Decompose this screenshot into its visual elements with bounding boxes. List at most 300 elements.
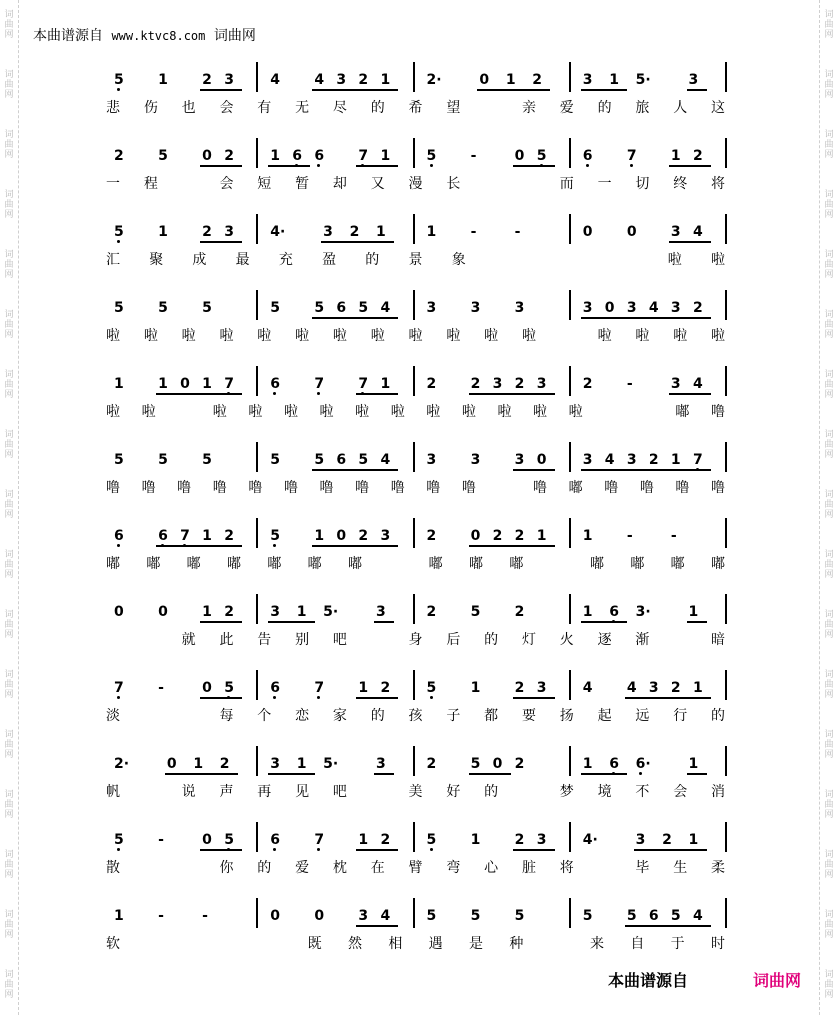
bar-line bbox=[256, 898, 258, 928]
lyric-char: 脏 bbox=[521, 860, 536, 876]
note: 6 bbox=[114, 528, 124, 544]
bar-line bbox=[256, 290, 258, 320]
low-octave-dot bbox=[117, 544, 120, 547]
note: 5 bbox=[470, 756, 481, 772]
bar-line bbox=[569, 442, 571, 472]
note: 2 bbox=[349, 224, 360, 240]
note: 0 bbox=[514, 148, 525, 164]
note-line bbox=[0, 222, 838, 246]
beam-underline bbox=[581, 469, 711, 471]
bar-line bbox=[413, 290, 415, 320]
note: 0 bbox=[492, 756, 503, 772]
note: 5 bbox=[536, 148, 547, 164]
lyric-char: 噜 bbox=[604, 480, 619, 496]
lyric-char: 旅 bbox=[635, 100, 650, 116]
note: 3 bbox=[426, 300, 437, 316]
low-octave-dot bbox=[273, 696, 276, 699]
note: 1 bbox=[688, 832, 699, 848]
lyric-char: 柔 bbox=[711, 860, 725, 876]
lyric-char: 时 bbox=[711, 936, 725, 952]
beam-underline bbox=[200, 849, 242, 851]
beam-underline bbox=[268, 165, 310, 167]
watermark-text: 词曲网 bbox=[4, 370, 14, 400]
lyric-char: 啦 bbox=[248, 404, 263, 420]
note: 6 bbox=[158, 528, 168, 544]
lyric-char: 程 bbox=[143, 176, 158, 192]
bar-line bbox=[569, 594, 571, 624]
beam-underline bbox=[669, 393, 711, 395]
lyric-char: 要 bbox=[521, 708, 536, 724]
note: 1 bbox=[202, 528, 212, 544]
note: 1 bbox=[114, 908, 124, 924]
bar-line bbox=[725, 898, 727, 928]
note: 6 bbox=[292, 148, 303, 164]
lyric-char: 嘟 bbox=[186, 556, 201, 572]
note: 3 bbox=[536, 680, 547, 696]
note: 5· bbox=[323, 756, 339, 772]
note: 1 bbox=[692, 680, 703, 696]
beam-underline bbox=[581, 621, 627, 623]
note: 1 bbox=[158, 72, 168, 88]
score-row bbox=[0, 70, 838, 146]
lyric-char: 爱 bbox=[559, 100, 574, 116]
watermark-text: 词曲网 bbox=[4, 190, 14, 220]
note: 7 bbox=[114, 680, 124, 696]
lyric-char: 的 bbox=[370, 100, 385, 116]
note: 7 bbox=[314, 680, 325, 696]
note: - bbox=[626, 528, 633, 544]
note: 4 bbox=[692, 224, 703, 240]
note: 7 bbox=[692, 452, 703, 468]
beam-underline bbox=[156, 545, 242, 547]
note: - bbox=[670, 528, 677, 544]
lyric-char: 扬 bbox=[559, 708, 574, 724]
note: 5 bbox=[114, 452, 124, 468]
lyric-char: 噜 bbox=[319, 480, 334, 496]
note: 2 bbox=[202, 224, 212, 240]
note: - bbox=[514, 224, 521, 240]
watermark-text: 词曲网 bbox=[824, 970, 834, 1000]
note: 5 bbox=[114, 300, 124, 316]
beam-underline bbox=[356, 849, 398, 851]
header-url[interactable]: www.ktvc8.com bbox=[111, 29, 206, 43]
watermark-text: 词曲网 bbox=[824, 850, 834, 880]
lyric-char: 子 bbox=[446, 708, 461, 724]
beam-underline bbox=[312, 89, 398, 91]
note: 4 bbox=[604, 452, 615, 468]
lyric-char: 噜 bbox=[141, 480, 156, 496]
note: 3 bbox=[582, 300, 593, 316]
lyric-char: 啦 bbox=[673, 328, 688, 344]
note: 5 bbox=[270, 452, 280, 468]
bar-line bbox=[569, 62, 571, 92]
note: 5 bbox=[270, 528, 280, 544]
lyric-char: 啦 bbox=[283, 404, 298, 420]
lyric-char: 毕 bbox=[635, 860, 650, 876]
lyric-char: 终 bbox=[673, 176, 688, 192]
lyric-char: 来 bbox=[590, 936, 604, 952]
lyric-char: 远 bbox=[635, 708, 650, 724]
low-octave-dot bbox=[430, 696, 433, 699]
watermark-text: 词曲网 bbox=[824, 70, 834, 100]
note: 0 bbox=[626, 224, 637, 240]
lyric-char: 帆 bbox=[106, 784, 120, 800]
beam-underline bbox=[625, 697, 711, 699]
lyric-char: 啦 bbox=[181, 328, 196, 344]
beam-underline bbox=[477, 89, 550, 91]
note: 1 bbox=[609, 72, 619, 88]
lyric-char: 散 bbox=[106, 860, 120, 876]
note: 0 bbox=[604, 300, 615, 316]
note-line bbox=[0, 906, 838, 930]
low-octave-dot bbox=[273, 392, 276, 395]
note: 5 bbox=[470, 908, 481, 924]
beam-underline bbox=[669, 241, 711, 243]
lyric-char: 都 bbox=[484, 708, 499, 724]
note: - bbox=[470, 224, 477, 240]
lyric-char: 景 bbox=[408, 252, 423, 268]
lyric-char: 嘟 bbox=[227, 556, 241, 572]
note-line bbox=[0, 526, 838, 550]
lyric-char: 会 bbox=[219, 176, 234, 192]
beam-underline bbox=[581, 89, 627, 91]
note-line bbox=[0, 678, 838, 702]
note: 5 bbox=[426, 832, 437, 848]
lyric-char: 弯 bbox=[446, 860, 461, 876]
lyric-char: 啦 bbox=[484, 328, 499, 344]
watermark-text: 词曲网 bbox=[4, 970, 14, 1000]
lyric-char: 啦 bbox=[370, 328, 385, 344]
lyric-char: 啦 bbox=[319, 404, 334, 420]
note: 4 bbox=[626, 680, 637, 696]
bar-line bbox=[256, 62, 258, 92]
note: 2 bbox=[514, 604, 525, 620]
lyric-char: 这 bbox=[711, 100, 725, 116]
note: 3 bbox=[536, 832, 547, 848]
lyric-char: 的 bbox=[711, 708, 725, 724]
note: 1 bbox=[193, 756, 204, 772]
note: 3 bbox=[270, 756, 280, 772]
bar-line bbox=[413, 746, 415, 776]
note: 3 bbox=[270, 604, 280, 620]
lyric-char: 长 bbox=[446, 176, 461, 192]
lyric-char: 啦 bbox=[711, 252, 725, 268]
lyric-char: 噜 bbox=[355, 480, 370, 496]
lyric-char: 见 bbox=[295, 784, 310, 800]
note: 0 bbox=[202, 148, 212, 164]
note: 1 bbox=[296, 756, 307, 772]
note: 2 bbox=[380, 680, 391, 696]
low-octave-dot bbox=[586, 164, 589, 167]
bar-line bbox=[725, 822, 727, 852]
note: 7 bbox=[314, 376, 325, 392]
lyric-char: 的 bbox=[484, 632, 499, 648]
note: 1 bbox=[536, 528, 547, 544]
bar-line bbox=[413, 138, 415, 168]
lyric-char: 聚 bbox=[149, 252, 164, 268]
lyric-char: 漫 bbox=[408, 176, 423, 192]
note: 5 bbox=[626, 908, 637, 924]
bar-line bbox=[725, 518, 727, 548]
note: 2 bbox=[648, 452, 659, 468]
watermark-text: 词曲网 bbox=[4, 550, 14, 580]
lyric-char: 嘟 bbox=[675, 404, 690, 420]
lyric-char: 噜 bbox=[426, 480, 441, 496]
note: 7 bbox=[358, 376, 369, 392]
note: 2 bbox=[426, 604, 437, 620]
note: 6· bbox=[635, 756, 651, 772]
low-octave-dot bbox=[117, 848, 120, 851]
note-line bbox=[0, 754, 838, 778]
note: - bbox=[626, 376, 633, 392]
lyric-char: 每 bbox=[219, 708, 234, 724]
note: 4 bbox=[582, 680, 593, 696]
bar-line bbox=[725, 290, 727, 320]
lyric-char: 噜 bbox=[248, 480, 263, 496]
lyric-char: 爱 bbox=[295, 860, 310, 876]
watermark-text: 词曲网 bbox=[4, 670, 14, 700]
lyric-char: 啦 bbox=[408, 328, 423, 344]
lyric-char: 暂 bbox=[295, 176, 310, 192]
note: 2 bbox=[426, 528, 437, 544]
lyric-char: 噜 bbox=[177, 480, 192, 496]
beam-underline bbox=[669, 165, 711, 167]
low-octave-dot bbox=[117, 696, 120, 699]
note: - bbox=[202, 908, 208, 924]
watermark-text: 词曲网 bbox=[824, 790, 834, 820]
note: - bbox=[158, 908, 164, 924]
note: 3 bbox=[688, 72, 699, 88]
note: 2 bbox=[514, 756, 525, 772]
beam-underline bbox=[356, 697, 398, 699]
beam-underline bbox=[165, 773, 238, 775]
lyric-char: 恋 bbox=[295, 708, 310, 724]
note: 0 bbox=[180, 376, 190, 392]
lyric-char: 噜 bbox=[675, 480, 690, 496]
note: 2 bbox=[219, 756, 230, 772]
note: 4 bbox=[380, 908, 391, 924]
note: 1 bbox=[358, 680, 369, 696]
bar-line bbox=[569, 746, 571, 776]
note: 2 bbox=[224, 148, 234, 164]
note: 1 bbox=[470, 680, 481, 696]
beam-underline bbox=[200, 165, 242, 167]
score-row bbox=[0, 830, 838, 906]
bar-line bbox=[413, 670, 415, 700]
lyric-char: 遇 bbox=[428, 936, 443, 952]
note: 6 bbox=[582, 148, 593, 164]
lyric-char: 再 bbox=[257, 784, 272, 800]
watermark-text: 词曲网 bbox=[824, 430, 834, 460]
beam-underline bbox=[356, 165, 398, 167]
note: 0 bbox=[202, 680, 212, 696]
watermark-text: 词曲网 bbox=[4, 730, 14, 760]
beam-underline bbox=[581, 773, 627, 775]
bar-line bbox=[413, 62, 415, 92]
lyric-char: 悲 bbox=[106, 100, 120, 116]
note: 2 bbox=[492, 528, 503, 544]
lyric-char: 的 bbox=[257, 860, 272, 876]
lyric-char: 望 bbox=[446, 100, 461, 116]
lyric-char: 却 bbox=[332, 176, 347, 192]
lyric-char: 将 bbox=[711, 176, 725, 192]
lyric-char: 啦 bbox=[355, 404, 370, 420]
note: 4 bbox=[380, 300, 391, 316]
bar-line bbox=[256, 366, 258, 396]
beam-underline bbox=[687, 621, 707, 623]
note-line bbox=[0, 830, 838, 854]
lyric-char: 的 bbox=[370, 708, 385, 724]
note: 0 bbox=[202, 832, 212, 848]
note: 0 bbox=[582, 224, 593, 240]
lyric-char: 生 bbox=[673, 860, 688, 876]
lyric-char: 嘟 bbox=[428, 556, 443, 572]
bar-line bbox=[569, 898, 571, 928]
note: 6 bbox=[609, 604, 619, 620]
score-row bbox=[0, 146, 838, 222]
lyric-char: 是 bbox=[469, 936, 483, 952]
lyric-char: 个 bbox=[257, 708, 272, 724]
lyric-char: 啦 bbox=[568, 404, 583, 420]
note: 5 bbox=[224, 832, 234, 848]
lyric-char: 啦 bbox=[461, 404, 476, 420]
score-row bbox=[0, 678, 838, 754]
lyric-char: 火 bbox=[559, 632, 574, 648]
note: 5 bbox=[314, 452, 325, 468]
note: 0 bbox=[470, 528, 481, 544]
note: 2 bbox=[670, 680, 681, 696]
bar-line bbox=[725, 366, 727, 396]
note: 1 bbox=[688, 604, 699, 620]
lyric-char: 人 bbox=[673, 100, 688, 116]
note: 6 bbox=[609, 756, 619, 772]
watermark-text: 词曲网 bbox=[824, 190, 834, 220]
beam-underline bbox=[374, 773, 394, 775]
lyric-char: 你 bbox=[219, 860, 234, 876]
note: 3 bbox=[626, 452, 637, 468]
note: 4 bbox=[314, 72, 325, 88]
watermark-text: 词曲网 bbox=[824, 310, 834, 340]
lyric-char: 汇 bbox=[106, 252, 120, 268]
beam-underline bbox=[356, 925, 398, 927]
lyric-char: 会 bbox=[673, 784, 688, 800]
note: 5 bbox=[426, 680, 437, 696]
note: 6 bbox=[648, 908, 659, 924]
note: 5 bbox=[314, 300, 325, 316]
beam-underline bbox=[200, 697, 242, 699]
lyric-char: 啦 bbox=[597, 328, 612, 344]
beam-underline bbox=[156, 393, 242, 395]
score-row bbox=[0, 450, 838, 526]
note: 4· bbox=[270, 224, 286, 240]
lyric-char: 啦 bbox=[533, 404, 548, 420]
lyric-char: 噜 bbox=[283, 480, 298, 496]
lyric-char: 渐 bbox=[635, 632, 650, 648]
note: 3 bbox=[582, 72, 593, 88]
note: 2 bbox=[662, 832, 672, 848]
note: 2 bbox=[114, 148, 124, 164]
watermark-text: 词曲网 bbox=[824, 550, 834, 580]
lyric-char: 后 bbox=[446, 632, 461, 648]
note: 5· bbox=[323, 604, 339, 620]
lyric-char: 啦 bbox=[141, 404, 156, 420]
lyric-char: 成 bbox=[192, 252, 207, 268]
bar-line bbox=[725, 746, 727, 776]
lyric-char: 种 bbox=[509, 936, 524, 952]
note: 1 bbox=[426, 224, 437, 240]
lyric-char: 噜 bbox=[533, 480, 548, 496]
note: 2 bbox=[426, 376, 437, 392]
footer-site-logo[interactable]: 词曲网 bbox=[753, 971, 802, 990]
note: 3 bbox=[224, 72, 234, 88]
note: 7 bbox=[314, 832, 325, 848]
note: 3 bbox=[376, 604, 386, 620]
lyric-char: 嘟 bbox=[146, 556, 161, 572]
lyric-char: 软 bbox=[106, 936, 120, 952]
lyric-char: 暗 bbox=[711, 632, 725, 648]
lyric-char: 梦 bbox=[559, 784, 574, 800]
watermark-text: 词曲网 bbox=[4, 850, 14, 880]
beam-underline bbox=[268, 621, 314, 623]
note: 3 bbox=[514, 300, 525, 316]
note: 1 bbox=[505, 72, 516, 88]
lyric-char: 会 bbox=[219, 100, 234, 116]
lyric-char: 起 bbox=[597, 708, 612, 724]
note-line bbox=[0, 374, 838, 398]
beam-underline bbox=[469, 393, 555, 395]
watermark-text: 词曲网 bbox=[824, 910, 834, 940]
lyric-char: 然 bbox=[348, 936, 362, 952]
note: 4 bbox=[692, 908, 703, 924]
beam-underline bbox=[312, 317, 398, 319]
lyric-char: 希 bbox=[408, 100, 423, 116]
low-octave-dot bbox=[117, 240, 120, 243]
note: 6 bbox=[270, 832, 280, 848]
note: 5 bbox=[158, 452, 168, 468]
lyric-char: 此 bbox=[219, 632, 234, 648]
bar-line bbox=[725, 594, 727, 624]
note: 0 bbox=[270, 908, 280, 924]
beam-underline bbox=[356, 393, 398, 395]
lyric-char: 啦 bbox=[711, 328, 725, 344]
watermark-text: 词曲网 bbox=[4, 130, 14, 160]
note: 2 bbox=[470, 376, 481, 392]
lyric-char: 最 bbox=[235, 252, 250, 268]
bar-line bbox=[413, 366, 415, 396]
note: 1 bbox=[688, 756, 699, 772]
note: 1 bbox=[202, 376, 212, 392]
watermark-text: 词曲网 bbox=[824, 490, 834, 520]
note: 4· bbox=[582, 832, 598, 848]
note: 6 bbox=[270, 376, 280, 392]
lyric-char: 美 bbox=[408, 784, 423, 800]
note: 4 bbox=[270, 72, 280, 88]
lyric-char: 嘟 bbox=[267, 556, 282, 572]
low-octave-dot bbox=[430, 848, 433, 851]
score-row bbox=[0, 222, 838, 298]
lyric-char: 无 bbox=[295, 100, 310, 116]
note: 5 bbox=[358, 300, 369, 316]
lyric-char: 嘟 bbox=[469, 556, 483, 572]
note: 6 bbox=[336, 300, 347, 316]
note: 1 bbox=[296, 604, 307, 620]
watermark-text: 词曲网 bbox=[4, 490, 14, 520]
bar-line bbox=[569, 822, 571, 852]
lyric-char: 噜 bbox=[461, 480, 476, 496]
lyric-char: 嘟 bbox=[670, 556, 685, 572]
note: 1 bbox=[582, 528, 593, 544]
note: 3 bbox=[670, 376, 681, 392]
